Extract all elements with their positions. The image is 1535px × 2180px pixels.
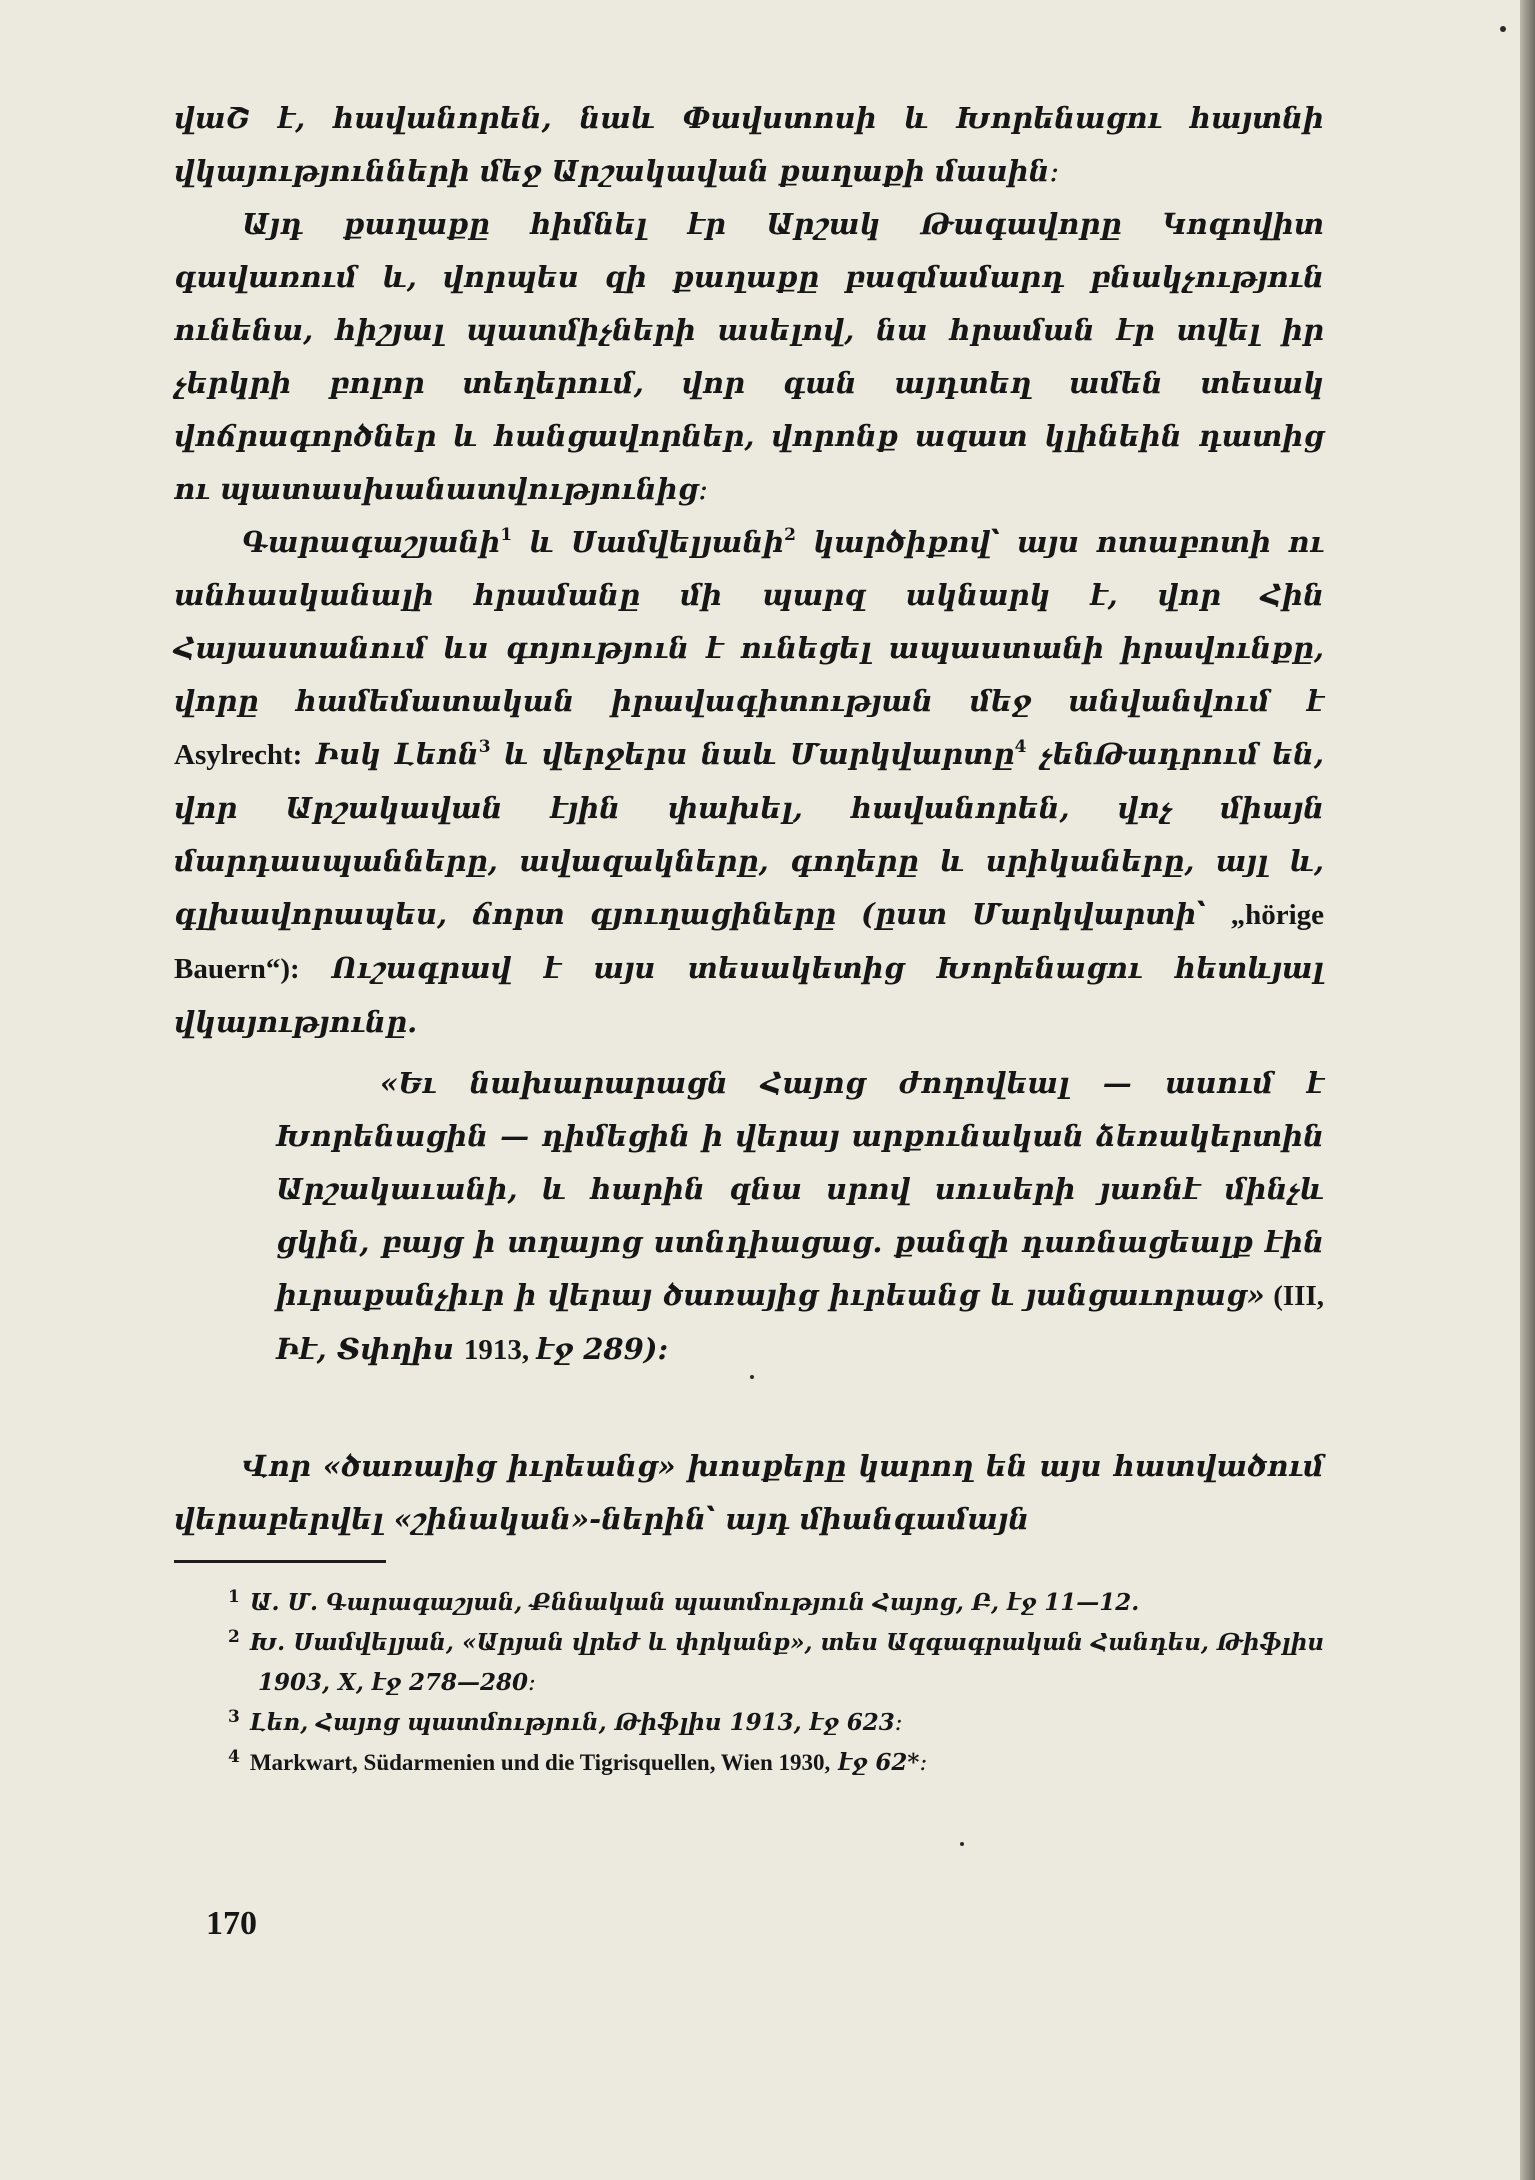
latin-term: „hörige Bauern“): xyxy=(174,899,1324,985)
text-segment: և վերջերս նաև Մարկվարտը xyxy=(490,737,1015,771)
footnote-ref-2[interactable]: 2 xyxy=(784,525,797,545)
text-segment: և Սամվելյանի xyxy=(512,525,785,559)
paragraph-continued xyxy=(174,92,1324,198)
ink-speck xyxy=(750,1375,754,1379)
paragraph-text: Վոր «ծառայից իւրեանց» խոսքերը կարող են այս հատվածում վերաբերվել «շինական»-ներին՝ այդ միանգամայն xyxy=(174,1449,1324,1536)
block-quote xyxy=(276,1057,1324,1377)
footnote-4 xyxy=(174,1743,1324,1783)
page-number: 170 xyxy=(206,1905,257,1942)
footnote-text-latin: Markwart, Südarmenien und die Tigrisquellen, Wien 1930, xyxy=(249,1750,831,1775)
citation-part: էջ 289): xyxy=(536,1332,669,1366)
footnotes-list xyxy=(174,1583,1324,1783)
footnote-ref-3[interactable]: 3 xyxy=(478,737,491,757)
text-segment: Իսկ Լեոն xyxy=(302,737,479,771)
citation-part: 1913, xyxy=(463,1334,537,1366)
latin-term: Asylrecht: xyxy=(174,739,303,771)
paragraph-asylum-right xyxy=(174,516,1324,1049)
text-segment: չենԹադրում են, վոր Արշակավան էյին փախել, հավանորեն, վոչ միայն մարդասպանները, ավազակները, գողերը և սրիկաները, այլ և, գլխավորապես, ճորտ գյուղացիները (ըստ Մարկվարտի՝ xyxy=(174,737,1324,931)
ink-speck xyxy=(1500,26,1506,32)
text-segment: կարծիքով՝ այս ոտաբոտի ու անհասկանալի հրամանը մի պարզ ակնարկ է, վոր Հին Հայաստանում ևս գոյություն է ունեցել ապաստանի իրավունքը, վորը համեմատական իրավագիտության մեջ անվանվում է xyxy=(174,525,1324,718)
footnote-number: 2 xyxy=(228,1627,240,1647)
footnote-text: Ա. Մ. Գարագաշյան, Քննական պատմություն Հայոց, Բ, էջ 11—12. xyxy=(249,1589,1140,1616)
footnote-divider xyxy=(174,1560,386,1563)
book-binding-edge xyxy=(1520,0,1535,2180)
paragraph-arshakavan-founding xyxy=(174,198,1324,516)
footnote-ref-1[interactable]: 1 xyxy=(500,525,513,545)
footnote-1 xyxy=(174,1583,1324,1623)
paragraph-text: Այդ քաղաքը հիմնել էր Արշակ Թագավորը Կոգովիտ գավառում և, վորպես զի քաղաքը բազմամարդ բնակչություն ունենա, հիշյալ պատմիչների ասելով, նա հրաման էր տվել իր չերկրի բոլոր տեղերում, վոր գան այդտեղ ամեն տեսակ վոճրագործներ և հանցավորներ, վորոնք ազատ կլինեին դատից ու պատասխանատվությունից։ xyxy=(174,207,1324,506)
footnote-number: 1 xyxy=(228,1587,240,1607)
text-segment: Ուշագրավ է այս տեսակետից Խորենացու հետևյալ վկայությունը. xyxy=(174,951,1324,1039)
footnote-text: Լեո, Հայոց պատմություն, Թիֆլիս 1913, էջ 623։ xyxy=(249,1709,903,1736)
footnote-ref-4[interactable]: 4 xyxy=(1014,737,1027,757)
footnote-number: 3 xyxy=(228,1707,240,1727)
paragraph-text: վաՇ է, հավանորեն, նաև Փավստոսի և Խորենացու հայտնի վկայությունների մեջ Արշակավան քաղաքի մասին։ xyxy=(174,101,1324,188)
footnote-3 xyxy=(174,1703,1324,1743)
footnote-number: 4 xyxy=(228,1747,240,1767)
text-segment: Գարագաշյանի xyxy=(242,525,501,559)
citation-part: Իէ, Տփղիս xyxy=(276,1332,464,1366)
ink-speck xyxy=(960,1842,964,1846)
footnote-text: էջ 62*։ xyxy=(830,1749,928,1776)
quote-text: «Եւ նախարարացն Հայոց ժողովեալ — ասում է Խորենացին — դիմեցին ի վերայ արքունական ձեռակերտին Արշակաւանի, և հարին զնա սրով սուսերի յառնէ մինչև ցկին, բայց ի տղայոց ստնդիացաց. քանզի դառնացեալք էին իւրաքանչիւր ի վերայ ծառայից իւրեանց և յանցաւորաց» xyxy=(276,1066,1324,1312)
paragraph-closing xyxy=(174,1440,1324,1546)
footnote-2 xyxy=(174,1623,1324,1703)
citation-part: (III, xyxy=(1264,1280,1324,1312)
footnote-text: Խ. Սամվելյան, «Արյան վրեժ և փրկանք», տես Ազգագրական Հանդես, Թիֆլիս 1903, X, էջ 278—280։ xyxy=(249,1629,1324,1696)
